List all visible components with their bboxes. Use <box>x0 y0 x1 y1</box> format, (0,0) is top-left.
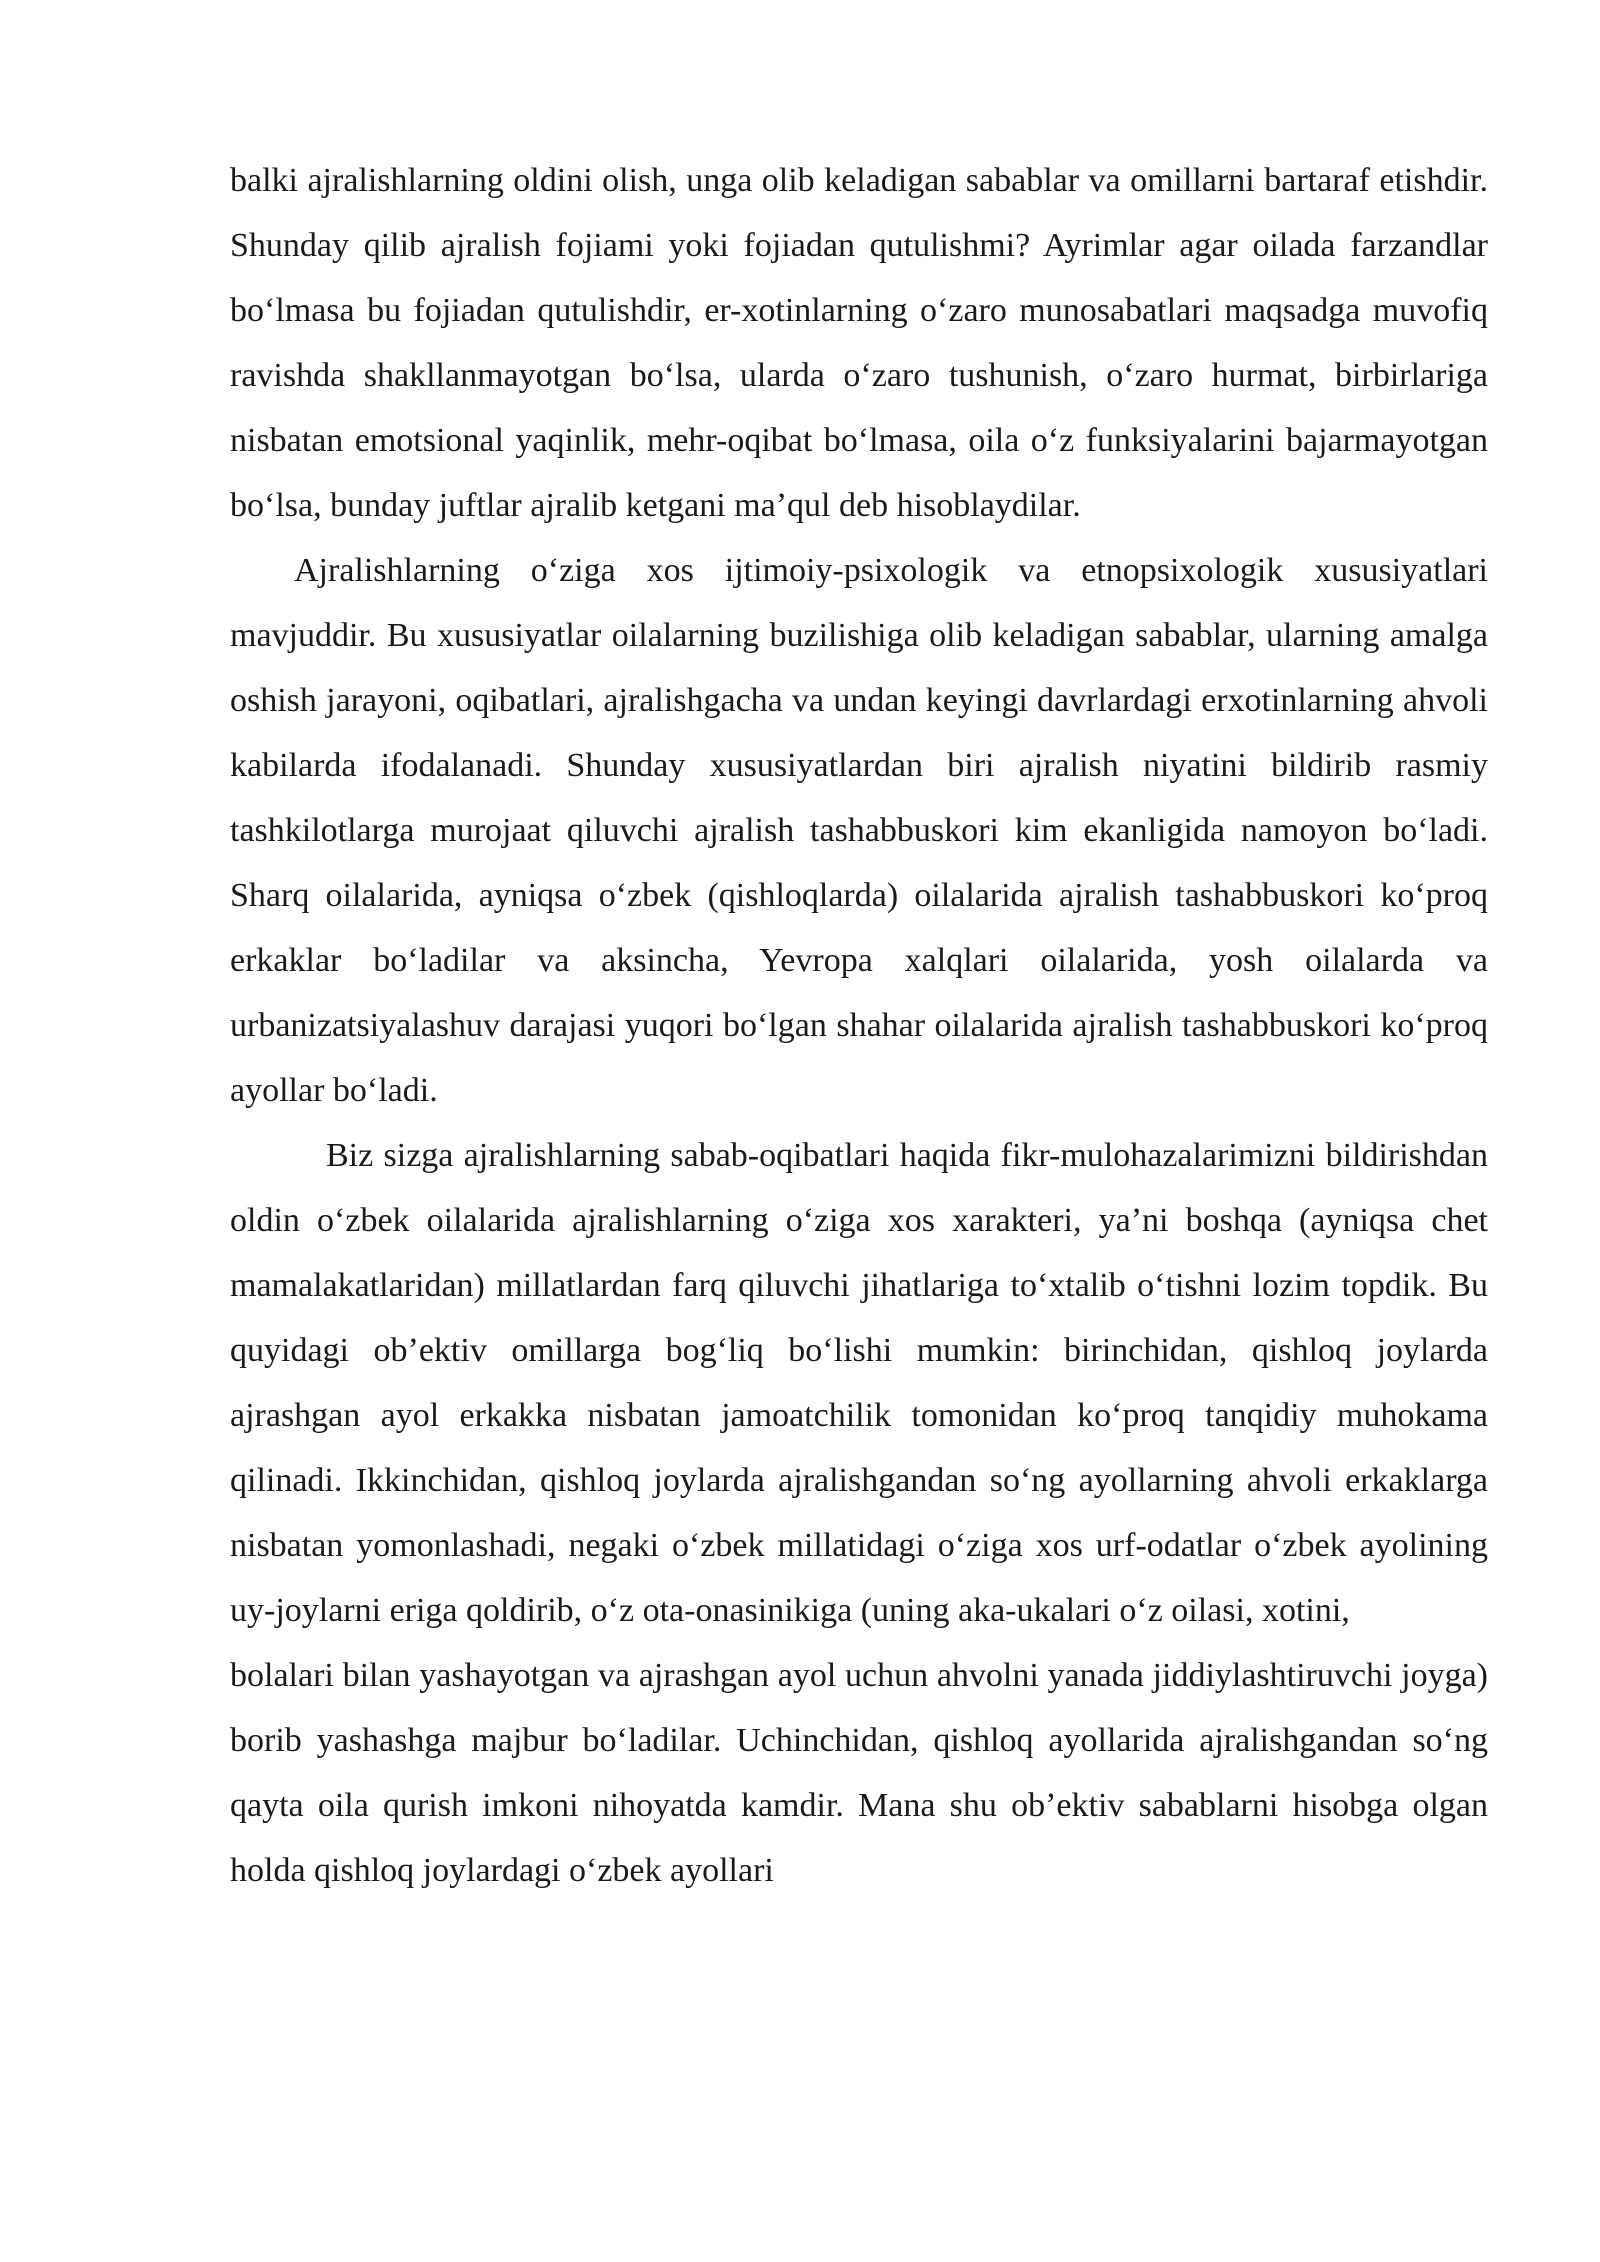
paragraph-3: Biz sizga ajralishlarning sabab-oqibatlari haqida fikr-mulohazalarimizni bildirishdan oldin oʻzbek oilalarida ajralishlarning oʻziga xos xarakteri, yaʼni boshqa (ayniqsa chet mamalakatlaridan) millatlardan farq qiluvchi jihatlariga toʻxtalib oʻtishni lozim topdik. Bu quyidagi obʼektiv omillarga bogʻliq boʻlishi mumkin: birinchidan, qishloq joylarda ajrashgan ayol erkakka nisbatan jamoatchilik tomonidan koʻproq tanqidiy muhokama qilinadi. Ikkinchidan, qishloq joylarda ajralishgandan soʻng ayollarning ahvoli erkaklarga nisbatan yomonlashadi, negaki oʻzbek millatidagi oʻziga xos urf-odatlar oʻzbek ayolining uy-joylarni eriga qoldirib, oʻz ota-onasinikiga (uning aka-ukalari oʻz oilasi, xotini, <box>230 1137 1488 1629</box>
document-page <box>230 148 1488 1903</box>
paragraph-1: balki ajralishlarning oldini olish, unga olib keladigan sabablar va omillarni bartaraf etishdir. Shunday qilib ajralish fojiami yoki fojiadan qutulishmi? Ayrimlar agar oilada farzandlar boʻlmasa bu fojiadan qutulishdir, er-xotinlarning oʻzaro munosabatlari maqsadga muvofiq ravishda shakllanmayotgan boʻlsa, ularda oʻzaro tushunish, oʻzaro hurmat, birbirlariga nisbatan emotsional yaqinlik, mehr-oqibat boʻlmasa, oila oʻz funksiyalarini bajarmayotgan boʻlsa, bunday juftlar ajralib ketgani maʼqul deb hisoblaydilar. <box>230 162 1488 524</box>
paragraph-2: Ajralishlarning oʻziga xos ijtimoiy-psixologik va etnopsixologik xususiyatlari mavjuddir. Bu xususiyatlar oilalarning buzilishiga olib keladigan sabablar, ularning amalga oshish jarayoni, oqibatlari, ajralishgacha va undan keyingi davrlardagi erxotinlarning ahvoli kabilarda ifodalanadi. Shunday xususiyatlardan biri ajralish niyatini bildirib rasmiy tashkilotlarga murojaat qiluvchi ajralish tashabbuskori kim ekanligida namoyon boʻladi. Sharq oilalarida, ayniqsa oʻzbek (qishloqlarda) oilalarida ajralish tashabbuskori koʻproq erkaklar boʻladilar va aksincha, Yevropa xalqlari oilalarida, yosh oilalarda va urbanizatsiyalashuv darajasi yuqori boʻlgan shahar oilalarida ajralish tashabbuskori koʻproq ayollar boʻladi. <box>230 552 1488 1109</box>
paragraph-4: bolalari bilan yashayotgan va ajrashgan ayol uchun ahvolni yanada jiddiylashtiruvchi joyga) borib yashashga majbur boʻladilar. Uchinchidan, qishloq ayollarida ajralishgandan soʻng qayta oila qurish imkoni nihoyatda kamdir. Mana shu obʼektiv sabablarni hisobga olgan holda qishloq joylardagi oʻzbek ayollari <box>230 1657 1488 1889</box>
